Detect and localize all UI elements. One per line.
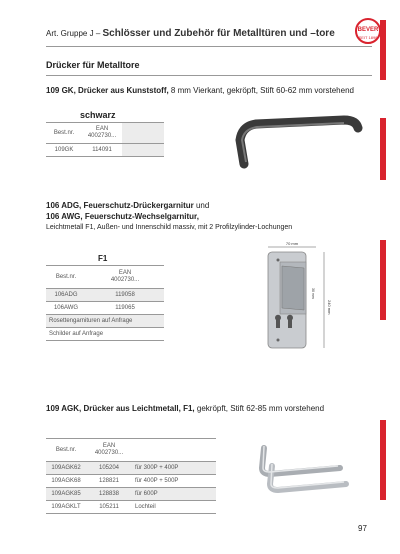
cell-ean: 105204 bbox=[86, 461, 132, 474]
heading-rest: gekröpft, Stift 62-85 mm vorstehend bbox=[194, 404, 325, 413]
cell-best: 109AGKLT bbox=[46, 500, 86, 513]
cell-ean: 119058 bbox=[86, 288, 164, 301]
cell-note: Schilder auf Anfrage bbox=[46, 327, 164, 340]
cell-best: 109AGK62 bbox=[46, 461, 86, 474]
cell-note: Rosettengarnituren auf Anfrage bbox=[46, 314, 164, 327]
table-header-row bbox=[46, 439, 216, 461]
product-106-heading bbox=[46, 200, 292, 233]
header-prefix: Art. Gruppe bbox=[46, 29, 88, 38]
col-best: Best.nr. bbox=[46, 439, 86, 461]
cell-ean: 105211 bbox=[86, 500, 132, 513]
col-best: Best.nr. bbox=[46, 123, 82, 143]
page-header bbox=[46, 28, 335, 39]
cell-desc: für 400P + 500P bbox=[132, 474, 216, 487]
handle-109gk-image bbox=[232, 112, 372, 172]
col-ean-label: EAN bbox=[102, 442, 116, 449]
heading-rest: und bbox=[193, 201, 210, 210]
cell-ean: 119065 bbox=[86, 301, 164, 314]
col-ean-label: EAN bbox=[118, 269, 132, 276]
heading-bold-2: 106 AWG, Feuerschutz-Wechselgarnitur, bbox=[46, 212, 199, 221]
product-109gk-heading bbox=[46, 86, 354, 95]
table-row bbox=[46, 487, 216, 500]
heading-bold: 109 GK, Drücker aus Kunststoff, bbox=[46, 86, 169, 95]
logo-year: SEIT 1898 bbox=[358, 35, 378, 40]
dim-height: 240 mm bbox=[327, 300, 332, 315]
col-ean-label: EAN bbox=[95, 125, 109, 132]
col-ean-sub: 4002730... bbox=[87, 132, 117, 139]
logo-text: BEVER bbox=[357, 27, 379, 33]
cell-ean: 128821 bbox=[86, 474, 132, 487]
table-row bbox=[46, 143, 164, 156]
brand-logo bbox=[355, 18, 381, 44]
col-desc bbox=[132, 439, 216, 461]
cell-ean: 128838 bbox=[86, 487, 132, 500]
dim-b: 30 mm bbox=[311, 288, 315, 299]
table-shade-cell bbox=[122, 123, 164, 143]
product-109agk-heading bbox=[46, 404, 324, 413]
finish-header: F1 bbox=[98, 254, 108, 263]
table-row bbox=[46, 461, 216, 474]
header-group: J bbox=[89, 29, 94, 38]
heading-bold: 109 AGK, Drücker aus Leichtmetall, F1, bbox=[46, 404, 195, 413]
color-header: schwarz bbox=[80, 110, 116, 120]
table-shade-cell bbox=[122, 143, 164, 156]
header-dash: – bbox=[95, 29, 101, 38]
table-row bbox=[46, 288, 164, 301]
cell-desc: Lochteil bbox=[132, 500, 216, 513]
table-header-row bbox=[46, 123, 164, 143]
handle-109agk-image bbox=[250, 440, 350, 500]
col-ean-sub: 4002730... bbox=[94, 449, 124, 456]
cell-best: 109AGK68 bbox=[46, 474, 86, 487]
edge-tab bbox=[380, 240, 386, 320]
fittings-106-image bbox=[248, 240, 338, 355]
col-best: Best.nr. bbox=[46, 266, 86, 288]
cell-best: 106AWG bbox=[46, 301, 86, 314]
table-row bbox=[46, 327, 164, 340]
heading-rest: 8 mm Vierkant, gekröpft, Stift 60-62 mm vorstehend bbox=[168, 86, 354, 95]
cell-ean: 114091 bbox=[82, 143, 122, 156]
table-row bbox=[46, 301, 164, 314]
product-table bbox=[46, 439, 216, 514]
table-row bbox=[46, 500, 216, 513]
heading-desc: Leichtmetall F1, Außen- und Innenschild massiv, mit 2 Profilzylinder-Lochungen bbox=[46, 224, 293, 231]
col-ean-sub: 4002730... bbox=[110, 276, 140, 283]
cell-best: 109AGK85 bbox=[46, 487, 86, 500]
cell-desc: für 300P + 400P bbox=[132, 461, 216, 474]
product-table bbox=[46, 123, 164, 157]
col-ean bbox=[86, 266, 164, 288]
cell-desc: für 600P bbox=[132, 487, 216, 500]
cell-best: 109GK bbox=[46, 143, 82, 156]
table-header-row bbox=[46, 266, 164, 288]
product-table bbox=[46, 266, 164, 341]
cell-best: 106ADG bbox=[46, 288, 86, 301]
page-number: 97 bbox=[358, 524, 367, 533]
divider bbox=[46, 46, 372, 47]
col-ean bbox=[82, 123, 122, 143]
col-ean bbox=[86, 439, 132, 461]
table-row bbox=[46, 314, 164, 327]
heading-bold: 106 ADG, Feuerschutz-Drückergarnitur bbox=[46, 201, 194, 210]
edge-tab bbox=[380, 420, 386, 500]
table-row bbox=[46, 474, 216, 487]
header-title: Schlösser und Zubehör für Metalltüren und –tore bbox=[102, 28, 335, 39]
divider bbox=[46, 75, 372, 76]
dim-width: 70 mm bbox=[285, 241, 299, 246]
section-title: Drücker für Metalltore bbox=[46, 60, 140, 70]
edge-tab bbox=[380, 118, 386, 180]
